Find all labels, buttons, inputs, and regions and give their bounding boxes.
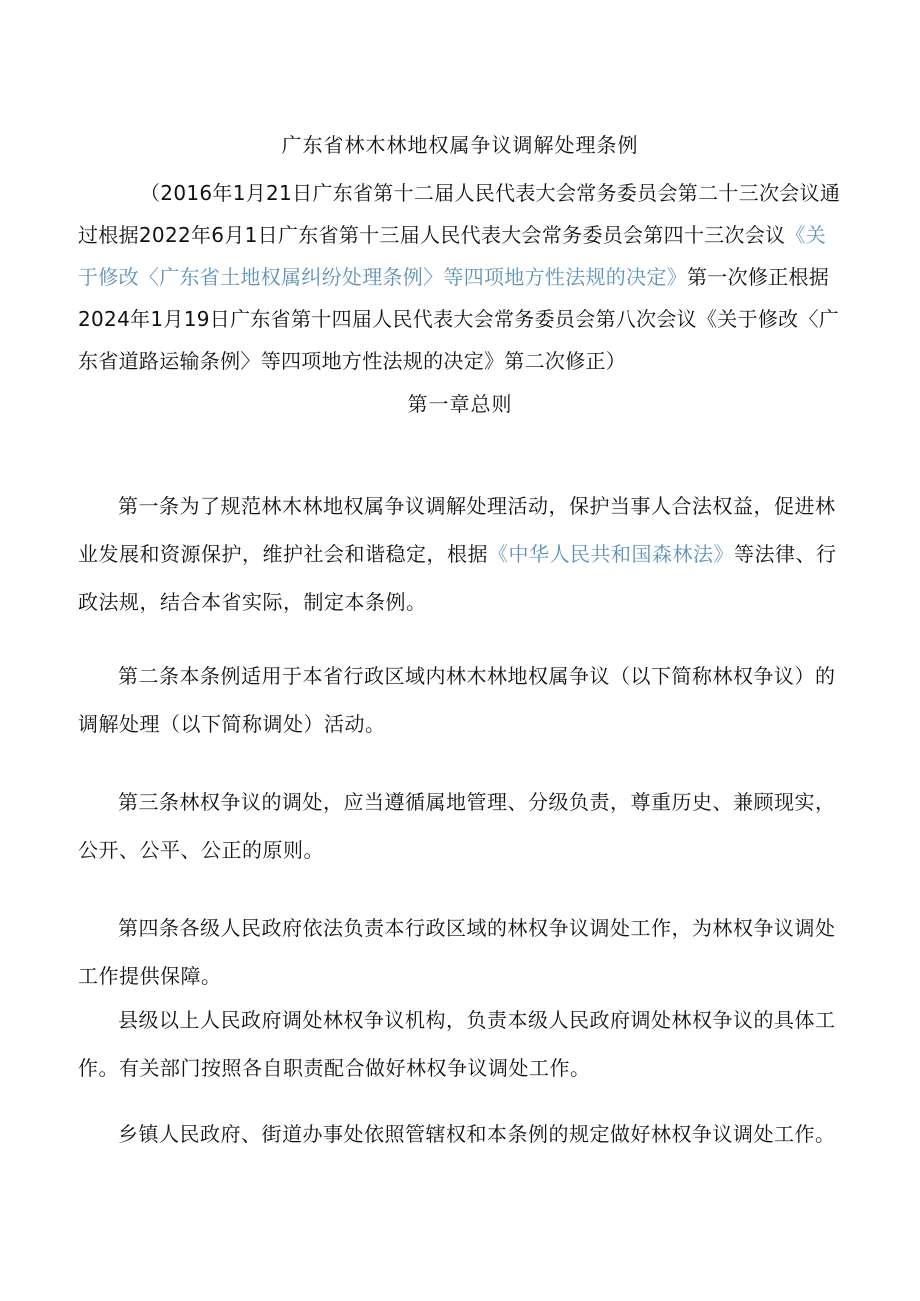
forest-law-link[interactable]: 《中华人民共和国森林法》 (488, 542, 734, 566)
amendment-decision-link[interactable]: 《关于修改〈广东省土地权属纠纷处理条例〉等四项地方性法规的决定》 (78, 223, 827, 289)
article-4: 第四条各级人民政府依法负责本行政区域的林权争议调处工作，为林权争议调处工作提供保障。 (78, 916, 836, 988)
revision-note (78, 172, 842, 382)
revision-note-text-1: （2016年1月21日广东省第十二届人民代表大会常务委员会第二十三次会议通过根据2022年6月1日广东省第十三届人民代表大会常务委员会第四十三次会议 (78, 181, 841, 247)
article-3: 第三条林权争议的调处，应当遵循属地管理、分级负责，尊重历史、兼顾现实，公开、公平、公正的原则。 (78, 790, 836, 862)
article-1 (78, 482, 842, 626)
document-title: 广东省林木林地权属争议调解处理条例 (281, 133, 639, 157)
chapter-title: 第一章总则 (407, 392, 513, 416)
article-4-paragraph-3: 乡镇人民政府、街道办事处依照管辖权和本条例的规定做好林权争议调处工作。 (118, 1122, 836, 1146)
article-1-text-b: 等法律、行政法规，结合本省实际，制定本条例。 (78, 542, 837, 614)
article-1-text-a: 第一条为了规范林木林地权属争议调解处理活动，保护当事人合法权益，促进林业发展和资源保护，维护社会和谐稳定，根据 (78, 494, 836, 566)
article-4-paragraph-2: 县级以上人民政府调处林权争议机构，负责本级人民政府调处林权争议的具体工作。有关部门按照各自职责配合做好林权争议调处工作。 (78, 1008, 836, 1080)
article-2: 第二条本条例适用于本省行政区域内林木林地权属争议（以下简称林权争议）的调解处理（以下简称调处）活动。 (78, 664, 836, 736)
revision-note-text-2: 第一次修正根据2024年1月19日广东省第十四届人民代表大会常务委员会第八次会议《关于修改〈广东省道路运输条例〉等四项地方性法规的决定》第二次修正） (78, 265, 840, 373)
